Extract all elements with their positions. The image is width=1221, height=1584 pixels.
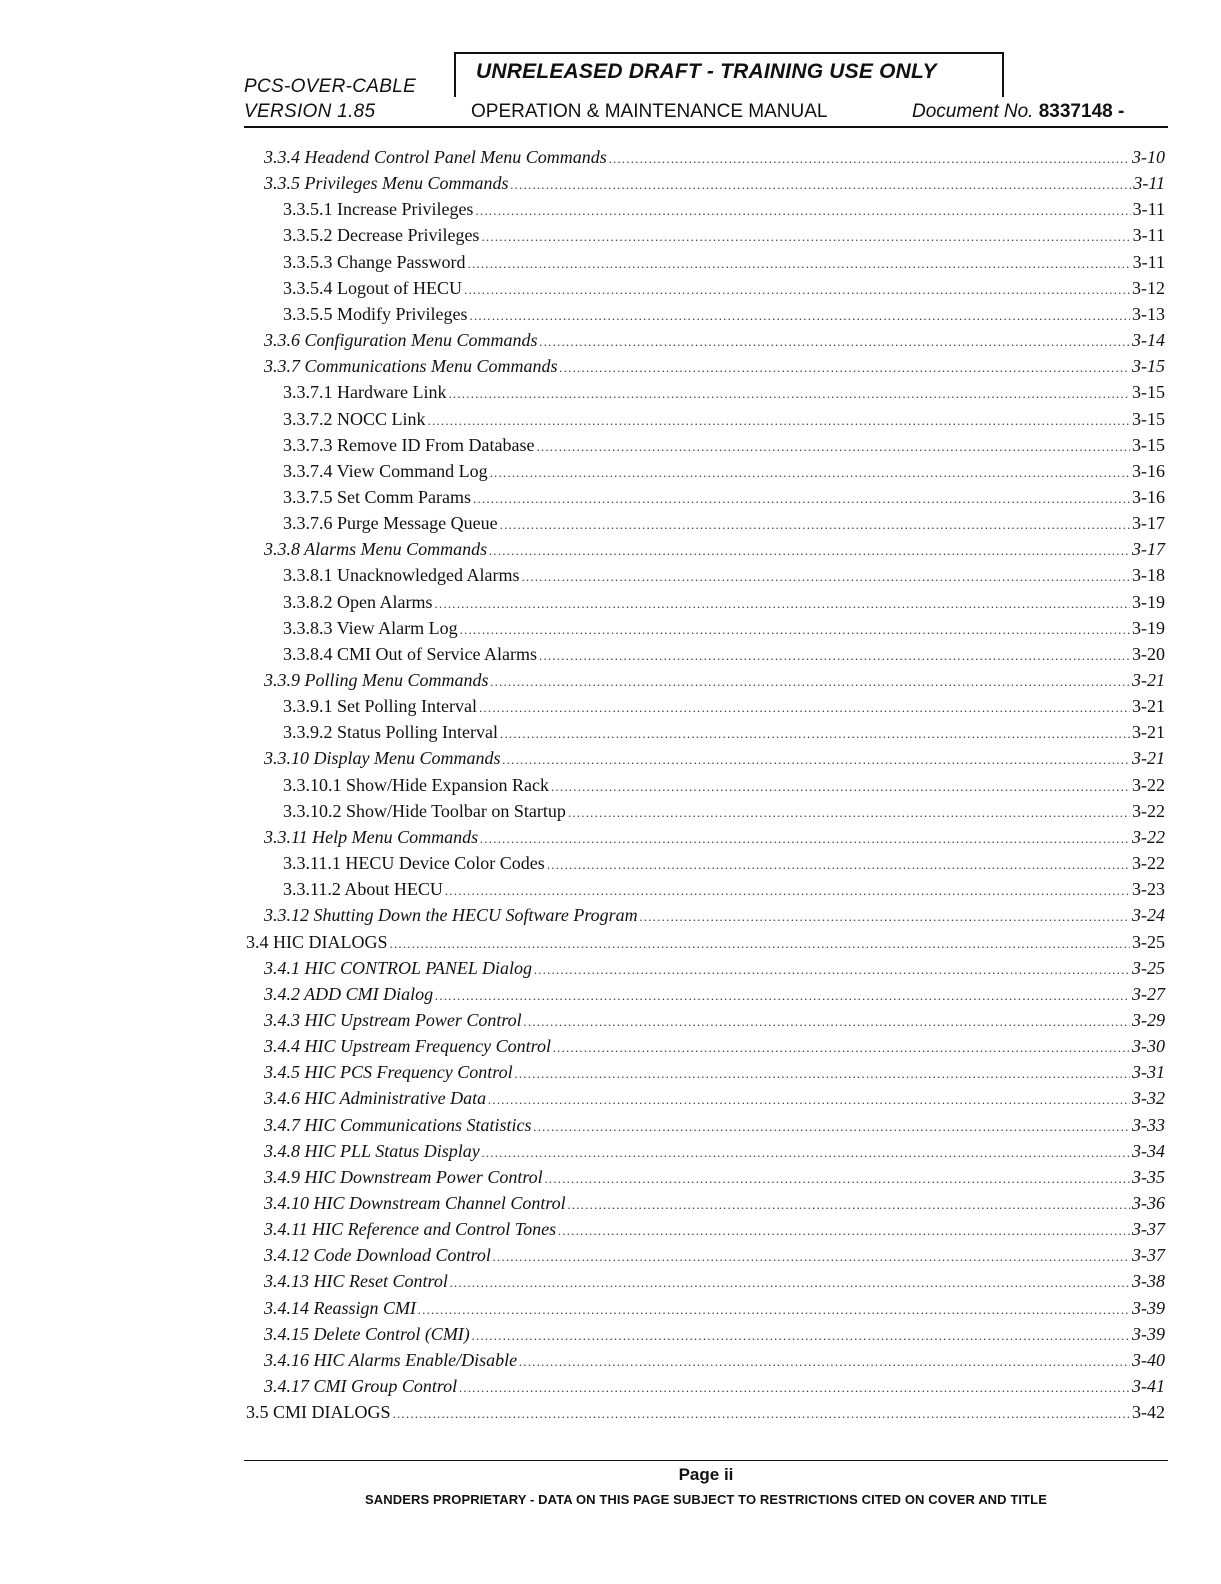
toc-entry xyxy=(264,955,1165,981)
toc-entry-page: 3-21 xyxy=(1132,670,1165,690)
toc-entry xyxy=(283,798,1165,824)
toc-entry-page: 3-12 xyxy=(1132,277,1165,298)
toc-dot-leader xyxy=(418,1297,1130,1323)
toc-entry-title: 3.3.7.6 Purge Message Queue xyxy=(283,513,498,534)
toc-entry-page: 3-18 xyxy=(1132,565,1165,586)
toc-dot-leader xyxy=(390,931,1131,957)
toc-entry-page: 3-22 xyxy=(1132,800,1165,821)
toc-entry-title: 3.3.8.1 Unacknowledged Alarms xyxy=(283,565,520,586)
toc-entry xyxy=(283,249,1165,275)
toc-entry-page: 3-13 xyxy=(1132,303,1165,324)
toc-dot-leader xyxy=(450,1270,1130,1296)
toc-entry-title: 3.3.11.1 HECU Device Color Codes xyxy=(283,853,545,874)
toc-entry-title: 3.4.13 HIC Reset Control xyxy=(264,1271,448,1292)
toc-dot-leader xyxy=(493,1244,1130,1270)
toc-entry-title: 3.3.10 Display Menu Commands xyxy=(264,748,501,769)
toc-entry-title: 3.4.17 CMI Group Control xyxy=(264,1376,458,1397)
toc-entry-page: 3-11 xyxy=(1132,199,1165,220)
toc-entry-title: 3.4 HIC DIALOGS xyxy=(246,931,388,952)
toc-entry-title: 3.3.9.2 Status Polling Interval xyxy=(283,722,498,743)
toc-entry xyxy=(264,902,1165,928)
toc-entry xyxy=(283,301,1165,327)
toc-entry-title: 3.3.11 Help Menu Commands xyxy=(264,826,479,847)
toc-dot-leader xyxy=(482,1140,1130,1166)
toc-entry-title: 3.3.8.3 View Alarm Log xyxy=(283,617,458,638)
toc-entry xyxy=(264,1007,1165,1033)
toc-entry-page: 3-42 xyxy=(1132,1402,1165,1423)
toc-entry xyxy=(264,1085,1165,1111)
toc-entry-title: 3.3.5.1 Increase Privileges xyxy=(283,199,474,220)
toc-entry-title: 3.3.8.4 CMI Out of Service Alarms xyxy=(283,643,537,664)
toc-entry-title: 3.4.1 HIC CONTROL PANEL Dialog xyxy=(264,957,533,978)
toc-dot-leader xyxy=(445,878,1130,904)
toc-dot-leader xyxy=(479,695,1130,721)
toc-entry-page: 3-32 xyxy=(1132,1088,1165,1109)
toc-entry-title: 3.4.12 Code Download Control xyxy=(264,1245,491,1266)
toc-entry-title: 3.4.9 HIC Downstream Power Control xyxy=(264,1166,543,1187)
toc-entry-page: 3-21 xyxy=(1132,696,1165,717)
toc-entry-title: 3.3.7.2 NOCC Link xyxy=(283,408,426,429)
toc-entry-page: 3-22 xyxy=(1132,774,1165,795)
toc-entry xyxy=(283,719,1165,745)
toc-entry xyxy=(264,1112,1165,1138)
toc-entry-page: 3-27 xyxy=(1132,983,1165,1004)
toc-entry-title: 3.4.10 HIC Downstream Channel Control xyxy=(264,1193,566,1213)
toc-dot-leader xyxy=(558,1218,1130,1244)
toc-entry-page: 3-22 xyxy=(1132,826,1165,847)
toc-dot-leader xyxy=(464,277,1130,303)
toc-dot-leader xyxy=(480,826,1130,852)
toc-entry xyxy=(283,876,1165,902)
toc-entry xyxy=(264,1138,1165,1164)
toc-entry-page: 3-10 xyxy=(1132,147,1165,167)
toc-dot-leader xyxy=(393,1401,1130,1427)
toc-entry-title: 3.5 CMI DIALOGS xyxy=(246,1402,391,1423)
document-number-label: Document No. xyxy=(912,101,1034,122)
toc-entry-title: 3.3.12 Shutting Down the HECU Software Program xyxy=(264,905,638,926)
toc-entry-page: 3-24 xyxy=(1132,905,1165,926)
toc-dot-leader xyxy=(515,1061,1130,1087)
toc-entry xyxy=(283,562,1165,588)
toc-dot-leader xyxy=(475,198,1130,224)
toc-entry-title: 3.3.8.2 Open Alarms xyxy=(283,591,433,612)
toc-entry xyxy=(283,641,1165,667)
toc-dot-leader xyxy=(470,303,1131,329)
toc-dot-leader xyxy=(551,774,1130,800)
toc-dot-leader xyxy=(481,224,1130,250)
toc-entry xyxy=(264,1164,1165,1190)
toc-entry xyxy=(264,667,1165,693)
toc-entry-page: 3-14 xyxy=(1132,330,1165,351)
toc-entry-title: 3.4.3 HIC Upstream Power Control xyxy=(264,1009,522,1030)
toc-entry-page: 3-20 xyxy=(1132,643,1165,664)
product-name: PCS-OVER-CABLE xyxy=(244,76,417,97)
toc-entry-page: 3-30 xyxy=(1132,1036,1165,1057)
toc-entry xyxy=(264,1373,1165,1399)
toc-entry-page: 3-17 xyxy=(1132,513,1165,534)
toc-entry-page: 3-33 xyxy=(1132,1114,1165,1135)
draft-banner-text: UNRELEASED DRAFT - TRAINING USE ONLY xyxy=(476,60,937,83)
toc-dot-leader xyxy=(568,800,1130,826)
toc-entry-page: 3-11 xyxy=(1132,251,1165,272)
toc-entry xyxy=(283,432,1165,458)
toc-entry-page: 3-19 xyxy=(1132,617,1165,638)
toc-entry xyxy=(264,170,1165,196)
toc-dot-leader xyxy=(519,1349,1130,1375)
toc-entry-title: 3.4.8 HIC PLL Status Display xyxy=(264,1140,480,1161)
toc-entry xyxy=(264,1216,1165,1242)
toc-entry-page: 3-21 xyxy=(1132,722,1165,743)
toc-entry-page: 3-39 xyxy=(1132,1297,1165,1318)
toc-entry xyxy=(264,745,1165,771)
toc-entry xyxy=(283,222,1165,248)
toc-entry-page: 3-22 xyxy=(1132,853,1165,874)
toc-entry xyxy=(264,327,1165,353)
toc-entry-page: 3-25 xyxy=(1132,931,1165,952)
toc-entry-page: 3-37 xyxy=(1132,1245,1165,1266)
toc-dot-leader xyxy=(435,983,1130,1009)
version-label: VERSION 1.85 xyxy=(244,101,376,122)
toc-entry-title: 3.3.7.1 Hardware Link xyxy=(283,382,447,403)
toc-entry-page: 3-23 xyxy=(1132,879,1165,900)
toc-entry-page: 3-36 xyxy=(1132,1193,1165,1213)
document-number xyxy=(912,101,1124,123)
toc-entry xyxy=(283,589,1165,615)
toc-entry-title: 3.4.14 Reassign CMI xyxy=(264,1297,416,1318)
toc-entry-title: 3.4.11 HIC Reference and Control Tones xyxy=(264,1219,557,1240)
toc-entry-title: 3.3.9 Polling Menu Commands xyxy=(264,670,489,690)
toc-entry-title: 3.3.8 Alarms Menu Commands xyxy=(264,539,488,560)
toc-dot-leader xyxy=(489,538,1130,564)
toc-entry-title: 3.4.5 HIC PCS Frequency Control xyxy=(264,1062,513,1083)
toc-dot-leader xyxy=(459,1375,1130,1401)
toc-entry-page: 3-21 xyxy=(1132,748,1165,769)
page-number: Page ii xyxy=(678,1465,734,1484)
toc-dot-leader xyxy=(534,1114,1130,1140)
toc-dot-leader xyxy=(428,408,1130,434)
toc-entry xyxy=(283,850,1165,876)
toc-entry-page: 3-38 xyxy=(1132,1271,1165,1292)
toc-entry xyxy=(264,353,1165,379)
toc-entry-title: 3.4.15 Delete Control (CMI) xyxy=(264,1323,470,1344)
toc-dot-leader xyxy=(468,251,1131,277)
toc-dot-leader xyxy=(510,172,1131,198)
toc-entry-page: 3-11 xyxy=(1132,225,1165,246)
toc-entry-page: 3-15 xyxy=(1132,356,1165,377)
toc-entry-page: 3-19 xyxy=(1132,591,1165,612)
toc-entry-page: 3-16 xyxy=(1132,486,1165,507)
manual-title: OPERATION & MAINTENANCE MANUAL xyxy=(471,101,828,122)
toc-entry-title: 3.4.2 ADD CMI Dialog xyxy=(264,983,434,1004)
toc-dot-leader xyxy=(460,617,1130,643)
toc-entry xyxy=(264,981,1165,1007)
toc-dot-leader xyxy=(568,1192,1130,1218)
toc-entry xyxy=(264,1347,1165,1373)
toc-entry-title: 3.4.4 HIC Upstream Frequency Control xyxy=(264,1036,551,1057)
toc-dot-leader xyxy=(545,1166,1130,1192)
toc-dot-leader xyxy=(540,329,1130,355)
toc-entry-page: 3-37 xyxy=(1132,1219,1165,1240)
toc-entry xyxy=(264,536,1165,562)
toc-entry xyxy=(283,772,1165,798)
toc-entry xyxy=(283,615,1165,641)
toc-dot-leader xyxy=(491,669,1131,695)
toc-entry xyxy=(264,824,1165,850)
toc-entry-title: 3.3.7.5 Set Comm Params xyxy=(283,486,471,507)
toc-entry-title: 3.4.7 HIC Communications Statistics xyxy=(264,1114,532,1135)
toc-dot-leader xyxy=(500,512,1130,538)
toc-dot-leader xyxy=(640,904,1130,930)
toc-entry-page: 3-15 xyxy=(1132,434,1165,455)
toc-entry-page: 3-40 xyxy=(1132,1349,1165,1370)
toc-dot-leader xyxy=(472,1323,1130,1349)
toc-dot-leader xyxy=(500,721,1130,747)
toc-entry-page: 3-41 xyxy=(1132,1376,1165,1397)
toc-entry xyxy=(264,1059,1165,1085)
document-number-value: 8337148 - xyxy=(1038,101,1125,122)
toc-entry-title: 3.3.5.2 Decrease Privileges xyxy=(283,225,480,246)
toc-entry-title: 3.3.7 Communications Menu Commands xyxy=(264,356,558,377)
toc-entry-title: 3.3.5.3 Change Password xyxy=(283,251,466,272)
toc-entry-title: 3.3.11.2 About HECU xyxy=(283,879,443,900)
toc-entry-page: 3-39 xyxy=(1132,1323,1165,1344)
toc-entry xyxy=(283,406,1165,432)
toc-dot-leader xyxy=(521,564,1130,590)
toc-entry xyxy=(264,1321,1165,1347)
toc-entry-title: 3.3.5.5 Modify Privileges xyxy=(283,303,468,324)
toc-entry xyxy=(283,693,1165,719)
toc-entry-page: 3-35 xyxy=(1132,1166,1165,1187)
toc-entry xyxy=(264,1295,1165,1321)
toc-entry xyxy=(264,1190,1165,1216)
toc-entry-title: 3.3.9.1 Set Polling Interval xyxy=(283,696,477,717)
toc-dot-leader xyxy=(490,460,1130,486)
toc-entry-title: 3.3.6 Configuration Menu Commands xyxy=(264,330,538,351)
toc-dot-leader xyxy=(609,146,1130,172)
toc-entry xyxy=(264,144,1165,170)
toc-entry xyxy=(246,1399,1165,1425)
toc-entry xyxy=(283,458,1165,484)
toc-dot-leader xyxy=(534,957,1130,983)
toc-dot-leader xyxy=(553,1035,1130,1061)
toc-entry-title: 3.3.10.2 Show/Hide Toolbar on Startup xyxy=(283,800,566,821)
toc-entry xyxy=(264,1268,1165,1294)
toc-dot-leader xyxy=(539,643,1130,669)
footer-rule xyxy=(244,1460,1168,1461)
toc-dot-leader xyxy=(434,591,1130,617)
toc-dot-leader xyxy=(473,486,1130,512)
toc-dot-leader xyxy=(448,381,1130,407)
toc-entry xyxy=(264,1242,1165,1268)
toc-entry-page: 3-15 xyxy=(1132,408,1165,429)
toc-entry-page: 3-31 xyxy=(1132,1062,1165,1083)
toc-dot-leader xyxy=(547,852,1130,878)
toc-entry-page: 3-17 xyxy=(1132,539,1165,560)
toc-entry-title: 3.3.4 Headend Control Panel Menu Commands xyxy=(264,147,607,167)
toc-entry xyxy=(283,275,1165,301)
toc-entry-title: 3.3.10.1 Show/Hide Expansion Rack xyxy=(283,774,549,795)
toc-entry xyxy=(283,484,1165,510)
toc-entry-title: 3.3.7.4 View Command Log xyxy=(283,460,488,481)
proprietary-notice: SANDERS PROPRIETARY - DATA ON THIS PAGE SUBJECT TO RESTRICTIONS CITED ON COVER AND TITLE xyxy=(365,1492,1047,1507)
toc-dot-leader xyxy=(503,747,1131,773)
toc-entry xyxy=(283,510,1165,536)
toc-entry-title: 3.4.6 HIC Administrative Data xyxy=(264,1088,487,1109)
toc-entry-title: 3.3.5.4 Logout of HECU xyxy=(283,277,462,298)
toc-dot-leader xyxy=(560,355,1131,381)
toc-dot-leader xyxy=(536,434,1130,460)
toc-entry-page: 3-11 xyxy=(1133,173,1165,194)
toc-entry-title: 3.3.7.3 Remove ID From Database xyxy=(283,434,535,455)
toc-entry-title: 3.4.16 HIC Alarms Enable/Disable xyxy=(264,1349,518,1370)
toc-entry-page: 3-15 xyxy=(1132,382,1165,403)
toc-entry xyxy=(283,196,1165,222)
toc-entry-page: 3-34 xyxy=(1132,1140,1165,1161)
toc-entry xyxy=(283,379,1165,405)
header-rule xyxy=(244,126,1168,128)
toc-entry-page: 3-25 xyxy=(1132,957,1165,978)
toc-entry xyxy=(264,1033,1165,1059)
toc-entry xyxy=(246,929,1165,955)
toc-entry-page: 3-29 xyxy=(1132,1009,1165,1030)
toc-entry-page: 3-16 xyxy=(1132,460,1165,481)
toc-dot-leader xyxy=(488,1087,1130,1113)
toc-dot-leader xyxy=(524,1009,1130,1035)
toc-entry-title: 3.3.5 Privileges Menu Commands xyxy=(264,173,509,194)
